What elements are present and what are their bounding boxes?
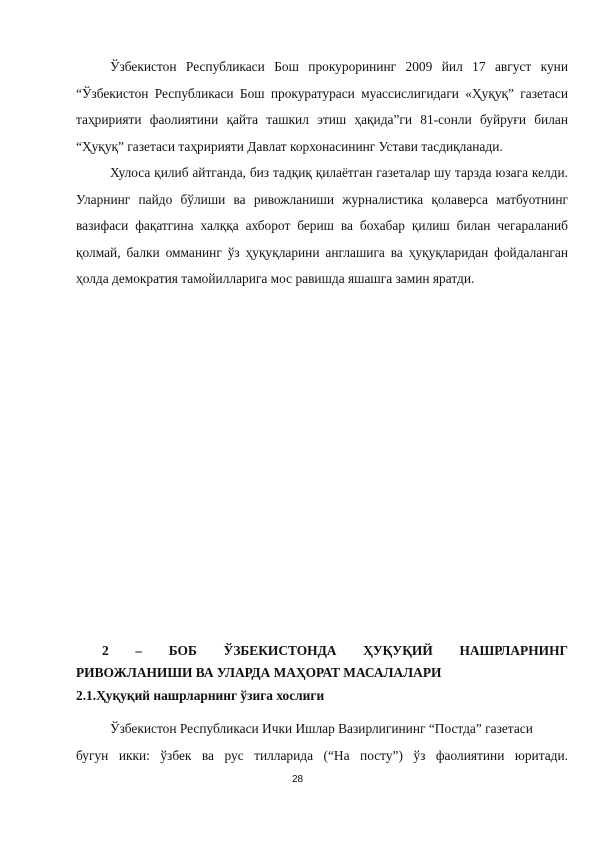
paragraph-line: бугун икки: ўзбек ва рус тилларида (“На посту”) ўз фаолиятини юритади. [76,747,568,763]
chapter-heading-line: 2 – БОБ ЎЗБЕКИСТОНДА ҲУҚУҚИЙ НАШРЛАРНИНГ [102,643,568,658]
chapter-heading [76,640,568,684]
section-heading: 2.1.Ҳуқуқий нашрларнинг ўзига хослиги [76,688,325,703]
paragraph-line: Ўзбекистон Республикаси Ички Ишлар Вазирлигининг “Постда” газетаси [110,721,533,736]
page-number: 28 [291,774,304,785]
body-paragraph: Ўзбекистон Республикаси Бош прокурорининг 2009 йил 17 август куни “Ўзбекистон Республикаси Бош прокуратураси муассислигидаги «Ҳуқуқ” газетаси таҳририяти фаолиятини қайта ташкил этиш ҳақида”ги 81-сонли буйруғи билан “Ҳуқуқ” газетаси таҳририяти Давлат корхонасининг Устави тасдиқланади. [76,59,568,154]
chapter-heading-line: РИВОЖЛАНИШИ ВА УЛАРДА МАҲОРАТ МАСАЛАЛАРИ [76,665,442,680]
body-paragraph: Хулоса қилиб айтганда, биз тадқиқ қилаётган газеталар шу тарзда юзага келди. Уларнинг пайдо бўлиши ва ривожланиши журналистика қолаверса матбуотнинг вазифаси фақатгина халққа ахборот бериш ва бохабар қилиш билан чегараланиб қолмай, балки омманинг ўз ҳуқуқларини англашига ва ҳуқуқларидан фойдаланган ҳолда демократия тамойилларига мос равишда яшашга замин яратди. [76,165,568,286]
body-paragraph [76,716,568,769]
